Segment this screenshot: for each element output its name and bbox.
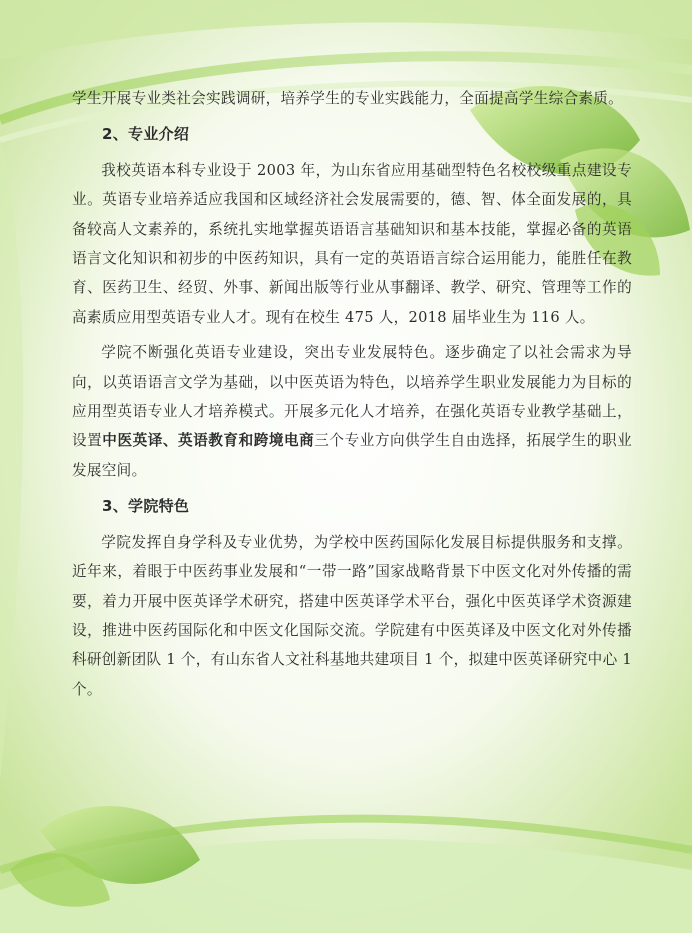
section2-heading: 2、专业介绍 <box>102 125 190 144</box>
section2-paragraph2-text-after: 三个专业方向供学生自由选择，拓展学生的职业发展空间。 <box>72 432 632 479</box>
section3-paragraph1: 学院发挥自身学科及专业优势，为学校中医药国际化发展目标提供服务和支撑。近年来，着眼于中医药事业发展和“一带一路”国家战略背景下中医文化对外传播的需要，着力开展中医英译学术研究，搭建中医英译学术平台，强化中医英译学术资源建设，推进中医药国际化和中医文化国际交流。学院建有中医英译及中医文化对外传播科研创新团队 1 个，有山东省人文社科基地共建项目 1 个，拟建中医英译研究中心 1 个。 <box>72 533 632 698</box>
major-directions-bold: 中医英译、英语教育和跨境电商 <box>102 432 315 450</box>
section3-heading: 3、学院特色 <box>102 497 190 516</box>
section2-paragraph2 <box>72 338 632 485</box>
intro-paragraph: 学生开展专业类社会实践调研，培养学生的专业实践能力，全面提高学生综合素质。 <box>72 90 624 107</box>
document-body <box>72 84 632 710</box>
section2-paragraph2-text-before: 学院不断强化英语专业建设，突出专业发展特色。逐步确定了以社会需求为导向，以英语语言文学为基础，以中医英语为特色，以培养学生职业发展能力为目标的应用型英语专业人才培养模式。开展多元化人才培养，在强化英语专业教学基础上，设置 <box>72 344 632 450</box>
section2-paragraph1: 我校英语本科专业设于 2003 年，为山东省应用基础型特色名校校级重点建设专业。英语专业培养适应我国和区域经济社会发展需要的，德、智、体全面发展的，具备较高人文素养的，系统扎实地掌握英语语言基础知识和基本技能，掌握必备的英语语言文化知识和初步的中医药知识，具有一定的英语语言综合运用能力，能胜任在教育、医药卫生、经贸、外事、新闻出版等行业从事翻译、教学、研究、管理等工作的高素质应用型英语专业人才。现有在校生 475 人，2018 届毕业生为 116 人。 <box>72 161 632 326</box>
